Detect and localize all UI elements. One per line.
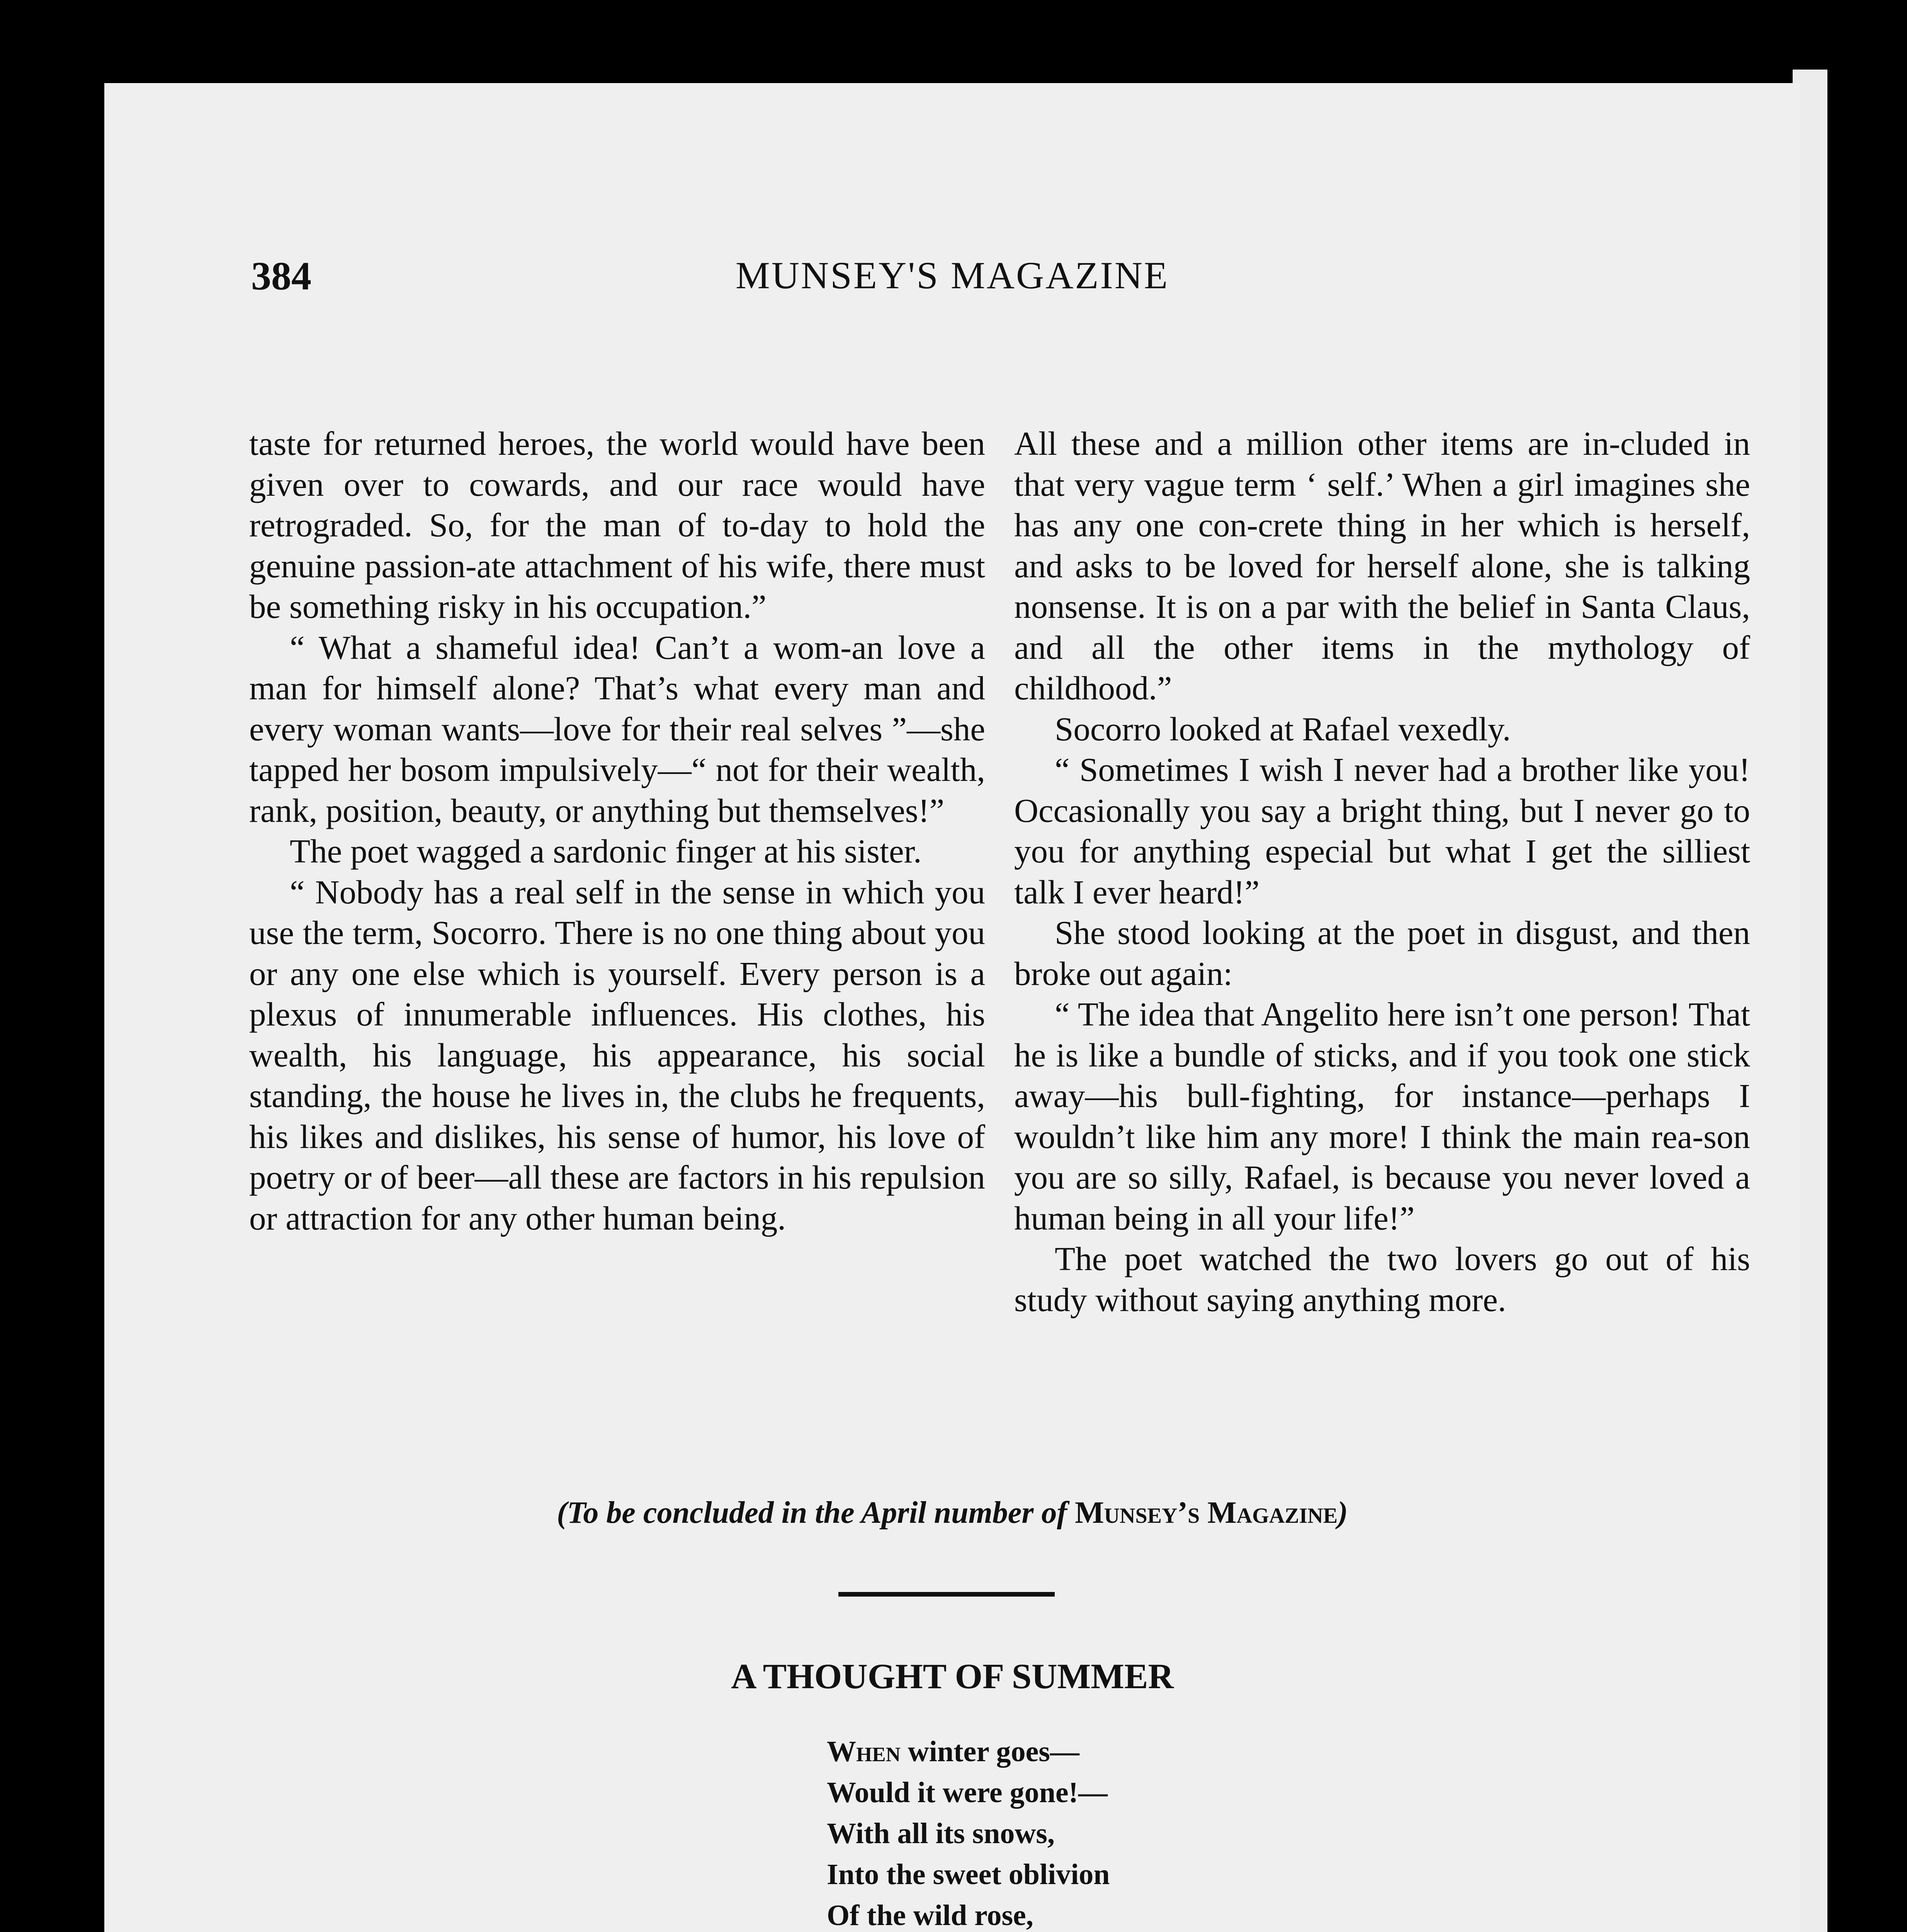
paragraph: All these and a million other items are in-cluded in that very vague term ‘ self.’ When a girl imagines she has any one con-crete thing in her which is herself, and asks to be loved for herself alone, she is talking nonsense. It is on a par with the belief in Santa Claus, and all the other items in the mythology of childhood.” — [1014, 425, 1750, 707]
section-divider — [838, 1592, 1055, 1597]
left-column — [249, 423, 985, 1238]
paragraph: Socorro looked at Rafael vexedly. — [1055, 710, 1511, 748]
magazine-page — [104, 83, 1800, 1932]
continuation-note — [104, 1495, 1800, 1531]
paragraph: She stood looking at the poet in disgust, and then broke out again: — [1014, 914, 1750, 992]
paragraph: The poet watched the two lovers go out of his study without saying anything more. — [1014, 1240, 1750, 1318]
poem-line: With all its snows, — [827, 1817, 1055, 1850]
continuation-magazine: Munsey’s Magazine — [1075, 1496, 1338, 1530]
continuation-close: ) — [1338, 1496, 1348, 1530]
poem-line-text: winter goes— — [900, 1735, 1079, 1768]
paragraph: “ Sometimes I wish I never had a brother like you! Occasionally you say a bright thing, but I never go to you for anything especial but what I get the silliest talk I ever heard!” — [1014, 751, 1750, 911]
page-number: 384 — [251, 254, 311, 298]
page-header — [104, 253, 1800, 299]
paragraph: “ Nobody has a real self in the sense in which you use the term, Socorro. There is no one thing about you or any one else which is yourself. Every person is a plexus of innumerable influences. His clothes, his wealth, his language, his appearance, his social standing, the house he lives in, the clubs he frequents, his likes and dislikes, his sense of humor, his love of poetry or of beer—all these are factors in his repulsion or attraction for any other human being. — [249, 873, 985, 1237]
poem-first-word: When — [827, 1735, 901, 1768]
paragraph: taste for returned heroes, the world would have been given over to cowards, and our race would have retrograded. So, for the man of to-day to hold the genuine passion-ate attachment of his wife, there must be something risky in his occupation.” — [249, 425, 985, 625]
paragraph: “ The idea that Angelito here isn’t one person! That he is like a bundle of sticks, and if you took one stick away—his bull-fighting, for instance—perhaps I wouldn’t like him any more! I think the main rea-son you are so silly, Rafael, is because you never loved a human being in all your life!” — [1014, 995, 1750, 1237]
poem-line — [827, 1731, 1599, 1772]
right-column — [1014, 423, 1750, 1320]
poem-line: Would it were gone!— — [827, 1776, 1108, 1809]
continuation-text: (To be concluded in the April number of — [557, 1496, 1067, 1530]
poem-line: Into the sweet oblivion — [827, 1858, 1110, 1891]
poem-title: A THOUGHT OF SUMMER — [731, 1656, 1174, 1696]
paragraph: The poet wagged a sardonic finger at his sister. — [290, 832, 922, 870]
poem-body — [827, 1731, 1599, 1932]
poem-line: Of the wild rose, — [827, 1899, 1033, 1932]
running-head: MUNSEY'S MAGAZINE — [735, 254, 1169, 297]
paragraph: “ What a shameful idea! Can’t a wom-an love a man for himself alone? That’s what every man and every woman wants—love for their real selves ”—she tapped her bosom impulsively—“ not for their wealth, rank, position, beauty, or anything but themselves!” — [249, 628, 985, 829]
